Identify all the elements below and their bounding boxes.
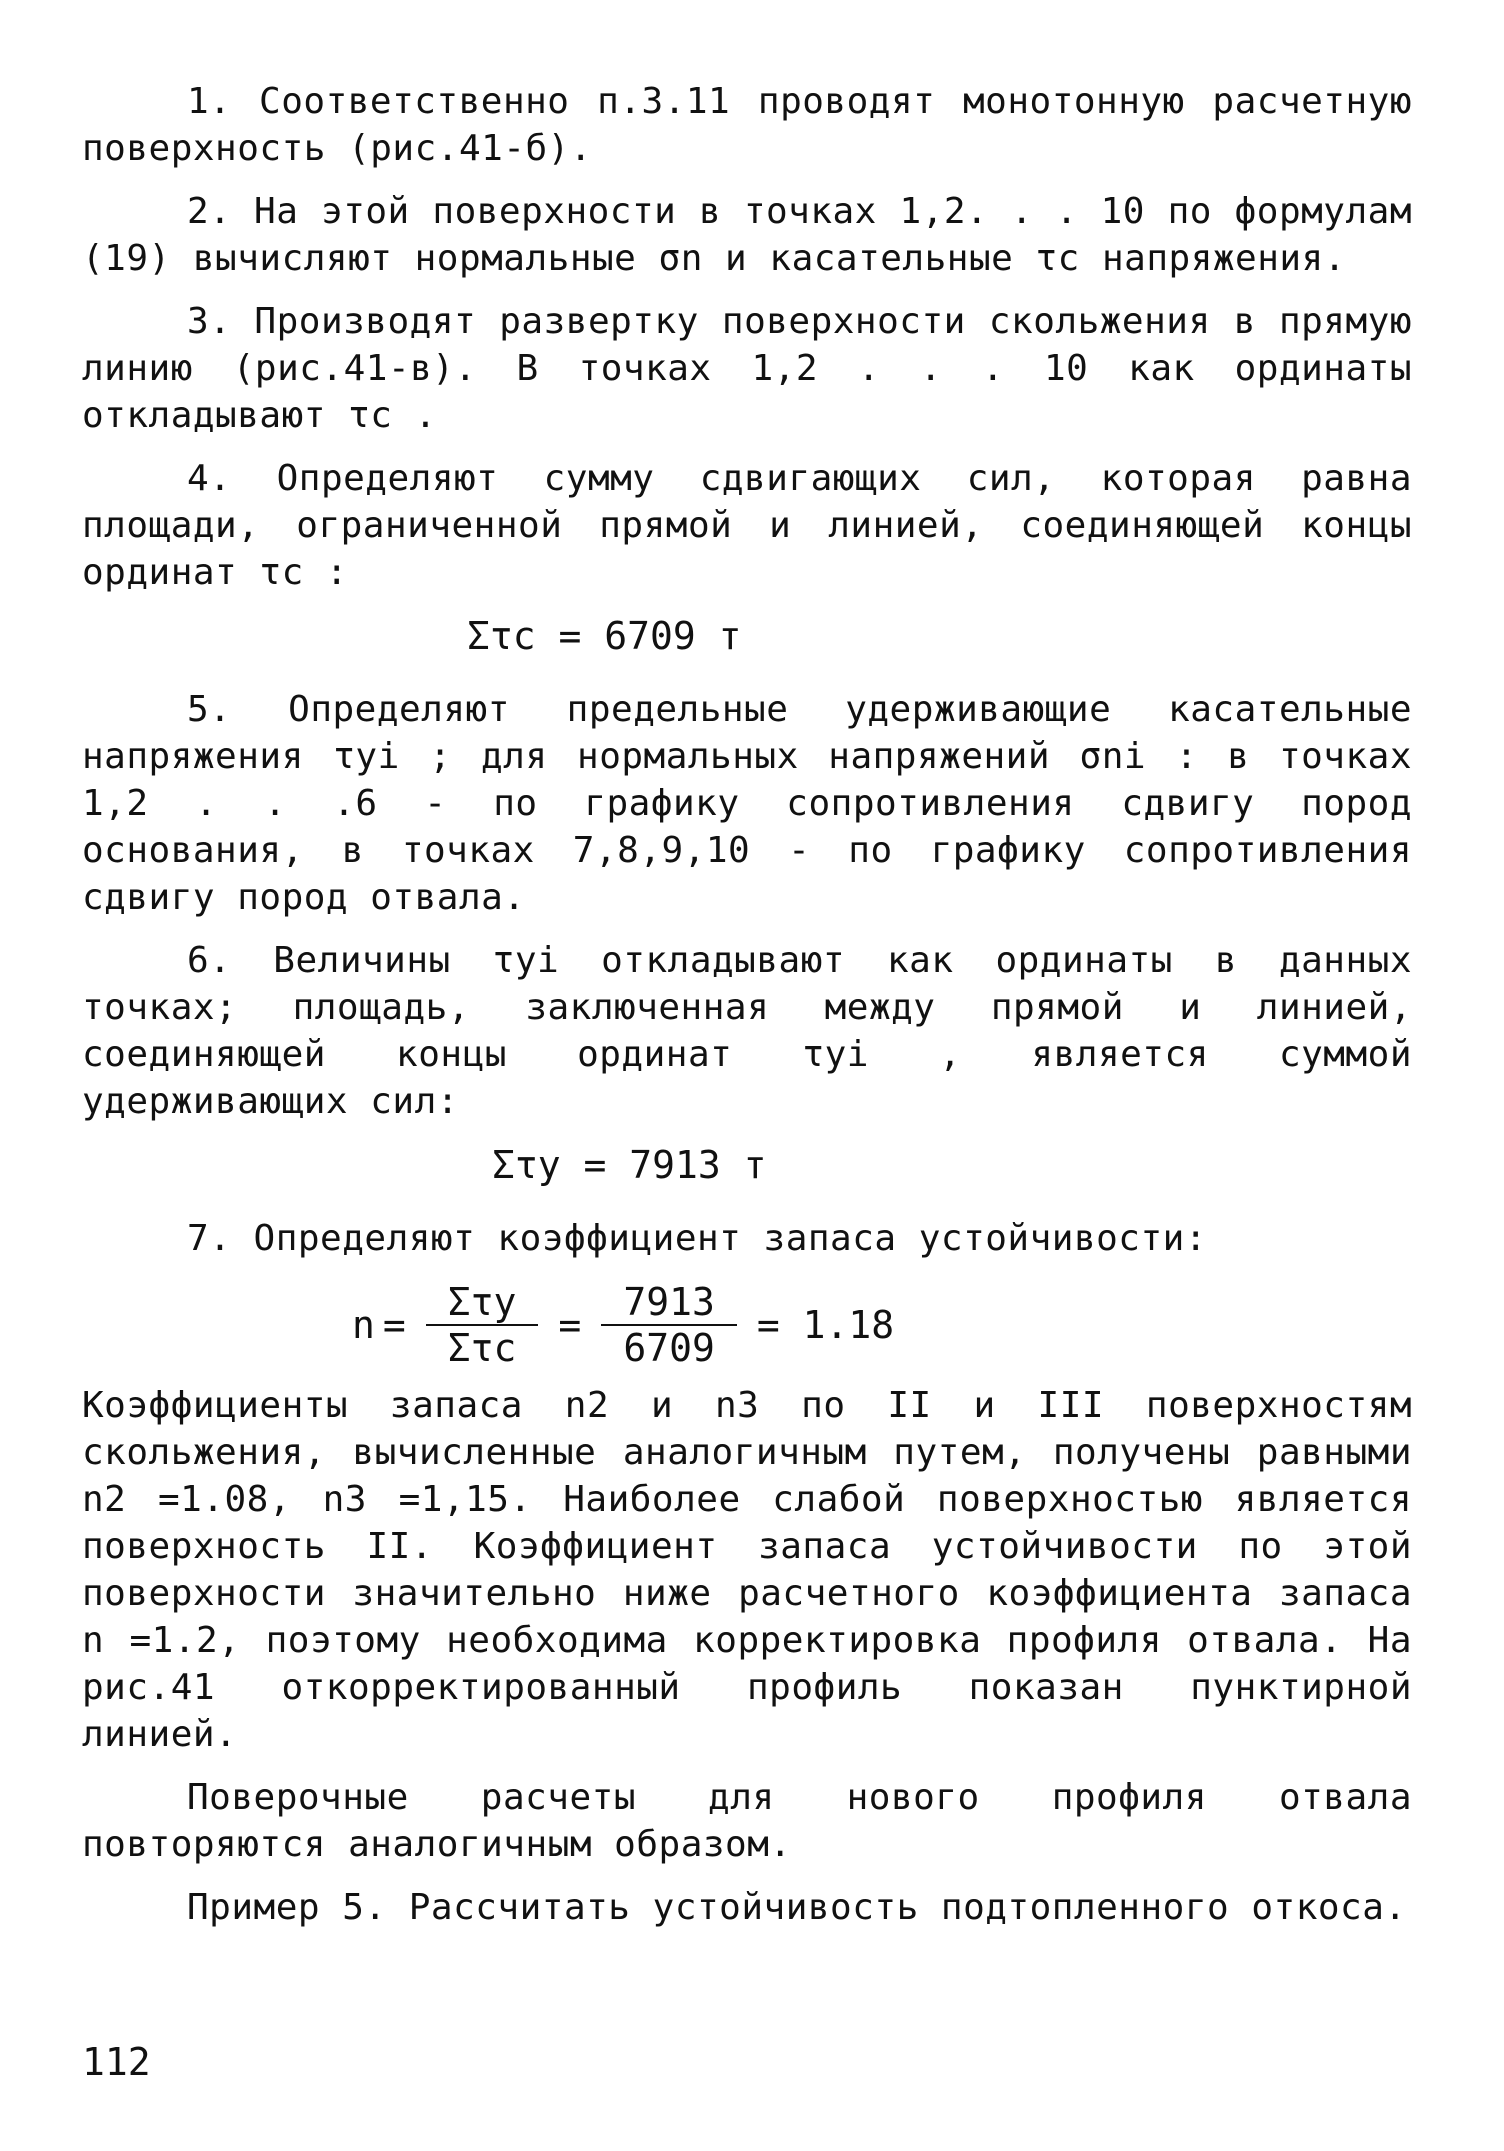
document-page [82,78,1412,1947]
paragraph-10: Пример 5. Рассчитать устойчивость подтопленного откоса. [187,1887,1407,1928]
fraction-symbolic-numerator: Στy [426,1280,539,1326]
paragraph-1: 1. Соответственно п.3.11 проводят монотонную расчетную поверхность (рис.41-б). [82,81,1412,169]
formula-equals-1: = [382,1303,406,1347]
paragraph-4: 4. Определяют сумму сдвигающих сил, которая равна площади, ограниченной прямой и линией, соединяющей концы ординат τc : [82,458,1412,593]
fraction-symbolic-denominator: Στc [447,1326,517,1370]
formula-n-symbol: n [352,1303,375,1347]
paragraph-2: 2. На этой поверхности в точках 1,2. . . 10 по формулам (19) вычисляют нормальные σn и касательные τc напряжения. [82,191,1412,279]
paragraph-3: 3. Производят развертку поверхности скольжения в прямую линию (рис.41-в). В точках 1,2 . . . 10 как ординаты откладывают τc . [82,301,1412,436]
formula-result: = 1.18 [756,1303,895,1347]
paragraph-8: Коэффициенты запаса n2 и n3 по II и III поверхностям скольжения, вычисленные аналогичным путем, получены равными n2 =1.08, n3 =1,15. Наиболее слабой поверхностью является поверхность II. Коэффициент запаса устойчивости по этой поверхности значительно ниже расчетного коэффициента запаса n =1.2, поэтому необходима корректировка профиля отвала. На рис.41 откорректированный профиль показан пунктирной линией. [82,1385,1412,1755]
page-number: 112 [82,2040,151,2084]
paragraph-7: 7. Определяют коэффициент запаса устойчивости: [187,1218,1207,1259]
fraction-symbolic [426,1280,539,1370]
formula-sum-tau-y: Στy = 7913 т [492,1143,767,1187]
paragraph-5: 5. Определяют предельные удерживающие касательные напряжения τyi ; для нормальных напряжений σni : в точках 1,2 . . .6 - по графику сопротивления сдвигу пород основания, в точках 7,8,9,10 - по графику сопротивления сдвигу пород отвала. [82,689,1412,918]
fraction-numeric [601,1280,737,1370]
formula-equals-2: = [558,1303,582,1347]
formula-safety-factor [82,1280,1412,1370]
fraction-numeric-denominator: 6709 [623,1326,715,1370]
fraction-numeric-numerator: 7913 [601,1280,737,1326]
formula-sum-tau-c: Στc = 6709 т [467,614,742,658]
paragraph-9: Поверочные расчеты для нового профиля отвала повторяются аналогичным образом. [82,1777,1412,1865]
paragraph-6: 6. Величины τyi откладывают как ординаты в данных точках; площадь, заключенная между прямой и линией, соединяющей концы ординат τyi , является суммой удерживающих сил: [82,940,1412,1122]
